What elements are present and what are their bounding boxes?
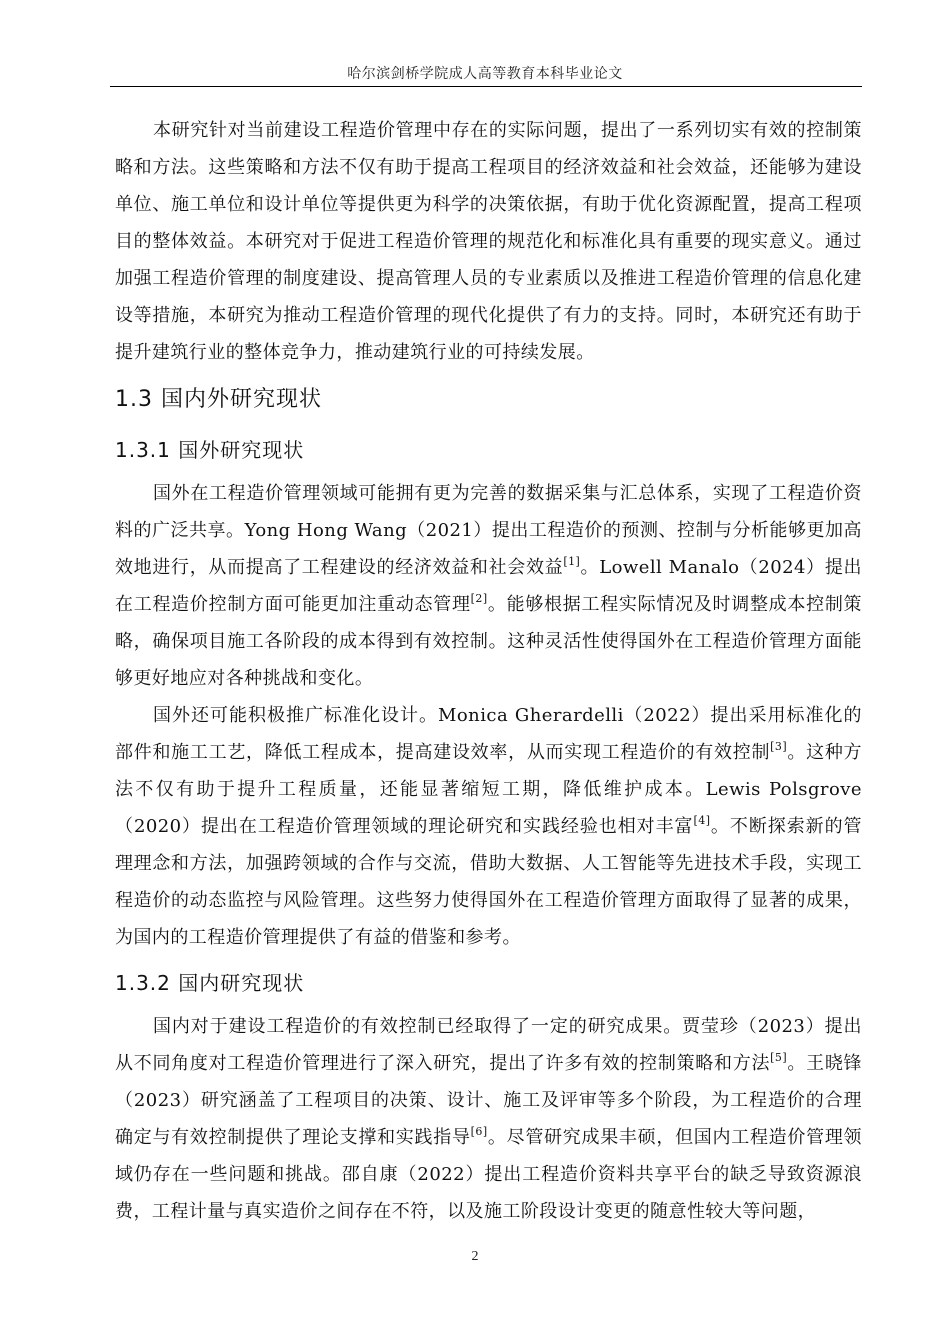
subsection-number: 1.3.2 — [115, 971, 171, 995]
citation-3: [3] — [770, 740, 788, 753]
citation-4: [4] — [693, 814, 711, 827]
text-run: 。这种方法不仅有助于提升工程质量，还能显著缩短工期，降低维护成本。Lewis Polsgrove（2020）提出在工程造价管理领域的理论研究和实践经验也相对丰富 — [115, 742, 862, 837]
domestic-research-paragraph — [115, 1008, 862, 1230]
header-rule — [110, 86, 862, 87]
text-run: 。Lowell Manalo（2024）提出在工程造价控制方面可能更加注重动态管理 — [115, 557, 862, 615]
subsection-heading-1-3-1 — [115, 427, 862, 473]
page-number: 2 — [471, 1249, 479, 1264]
citation-1: [1] — [563, 555, 581, 568]
text-run: 国外还可能积极推广标准化设计。Monica Gherardelli（2022）提出采用标准化的部件和施工工艺，降低工程成本，提高建设效率，从而实现工程造价的有效控制 — [115, 705, 862, 763]
intro-paragraph: 本研究针对当前建设工程造价管理中存在的实际问题，提出了一系列切实有效的控制策略和方法。这些策略和方法不仅有助于提高工程项目的经济效益和社会效益，还能够为建设单位、施工单位和设计单位等提供更为科学的决策依据，有助于优化资源配置，提高工程项目的整体效益。本研究对于促进工程造价管理的规范化和标准化具有重要的现实意义。通过加强工程造价管理的制度建设、提高管理人员的专业素质以及推进工程造价管理的信息化建设等措施，本研究为推动工程造价管理的现代化提供了有力的支持。同时，本研究还有助于提升建筑行业的整体竞争力，推动建筑行业的可持续发展。 — [115, 120, 862, 363]
text-run: 。尽管研究成果丰硕，但国内工程造价管理领域仍存在一些问题和挑战。邵自康（2022）提出工程造价资料共享平台的缺乏导致资源浪费，工程计量与真实造价之间存在不符，以及施工阶段设计变更的随意性较大等问题， — [115, 1127, 862, 1222]
subsection-title: 国内研究现状 — [178, 971, 305, 995]
text-run: 。王晓锋（2023）研究涵盖了工程项目的决策、设计、施工及评审等多个阶段，为工程造价的合理确定与有效控制提供了理论支撑和实践指导 — [115, 1053, 862, 1148]
subsection-heading-1-3-2 — [115, 960, 862, 1006]
citation-5: [5] — [770, 1051, 788, 1064]
text-run: 国内对于建设工程造价的有效控制已经取得了一定的研究成果。贾莹珍（2023）提出从不同角度对工程造价管理进行了深入研究，提出了许多有效的控制策略和方法 — [115, 1016, 862, 1074]
section-title: 国内外研究现状 — [161, 387, 323, 412]
text-run: 。能够根据工程实际情况及时调整成本控制策略，确保项目施工各阶段的成本得到有效控制。这种灵活性使得国外在工程造价管理方面能够更好地应对各种挑战和变化。 — [115, 594, 862, 689]
running-header: 哈尔滨剑桥学院成人高等教育本科毕业论文 — [347, 66, 623, 82]
subsection-number: 1.3.1 — [115, 438, 171, 462]
section-heading-1-3 — [115, 377, 862, 423]
citation-6: [6] — [470, 1125, 488, 1138]
foreign-research-paragraph-1 — [115, 475, 862, 697]
subsection-title: 国外研究现状 — [178, 438, 305, 462]
section-number: 1.3 — [115, 387, 153, 412]
body-content — [115, 112, 862, 1230]
text-run: 。不断探索新的管理理念和方法，加强跨领域的合作与交流，借助大数据、人工智能等先进技术手段，实现工程造价的动态监控与风险管理。这些努力使得国外在工程造价管理方面取得了显著的成果，为国内的工程造价管理提供了有益的借鉴和参考。 — [115, 816, 862, 948]
text-run: 国外在工程造价管理领域可能拥有更为完善的数据采集与汇总体系，实现了工程造价资料的广泛共享。Yong Hong Wang（2021）提出工程造价的预测、控制与分析能够更加高效地进行，从而提高了工程建设的经济效益和社会效益 — [115, 483, 862, 578]
citation-2: [2] — [470, 592, 488, 605]
foreign-research-paragraph-2 — [115, 697, 862, 956]
